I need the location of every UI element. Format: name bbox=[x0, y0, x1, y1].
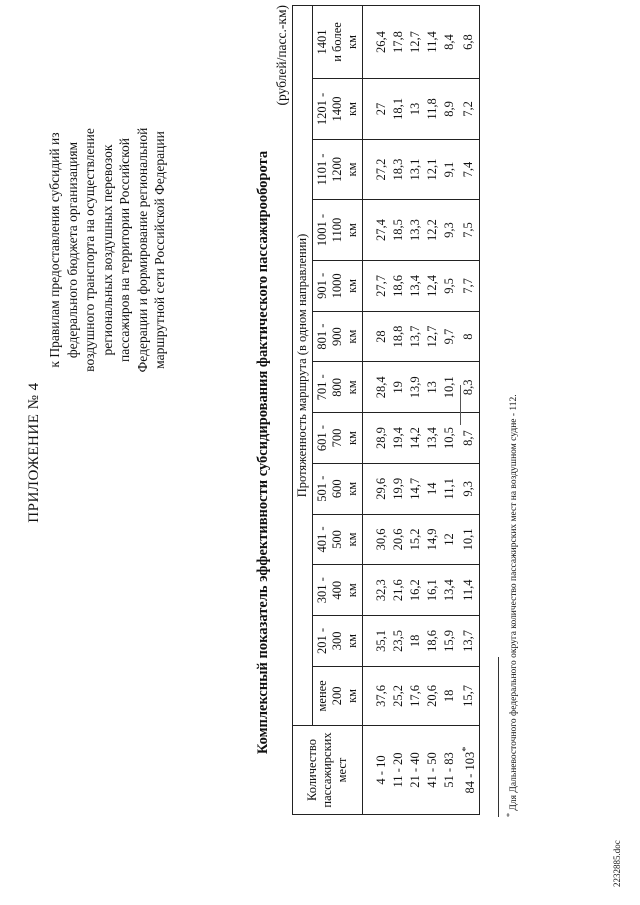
value-cell: 14 bbox=[424, 463, 441, 514]
value-cell: 21,6 bbox=[390, 565, 407, 616]
value-cell: 18 bbox=[407, 616, 424, 667]
distance-columns-row bbox=[313, 6, 363, 815]
value-cell: 29,6 bbox=[363, 463, 391, 514]
seats-cell bbox=[424, 726, 441, 815]
value-cell: 9,3 bbox=[458, 463, 480, 514]
value-cell: 7,7 bbox=[458, 261, 480, 312]
table-row bbox=[458, 6, 480, 815]
value-cell: 14,7 bbox=[407, 463, 424, 514]
value-cell: 12,7 bbox=[424, 311, 441, 362]
distance-header-line: 601 - bbox=[315, 425, 329, 452]
value-cell: 20,6 bbox=[390, 514, 407, 565]
value-cell: 7,5 bbox=[458, 200, 480, 261]
value-cell: 13,7 bbox=[407, 311, 424, 362]
value-cell: 12 bbox=[441, 514, 458, 565]
value-cell: 28,4 bbox=[363, 362, 391, 413]
table-row bbox=[390, 6, 407, 815]
distance-header-line: 901 - bbox=[315, 272, 329, 299]
document-title: Комплексный показатель эффективности субсидирования фактического пассажирооборота bbox=[255, 150, 271, 755]
distance-header-line: 201 - bbox=[315, 627, 329, 654]
distance-header-line: 800 bbox=[330, 377, 344, 397]
value-cell: 12,7 bbox=[407, 6, 424, 79]
value-cell: 14,9 bbox=[424, 514, 441, 565]
value-cell: 9,1 bbox=[441, 139, 458, 199]
distance-header-line: 300 bbox=[330, 631, 344, 651]
distance-header-line: км bbox=[345, 431, 359, 446]
subtitle-line: воздушного транспорта на осуществление bbox=[82, 128, 97, 372]
appendix-subtitle bbox=[46, 0, 169, 520]
distance-header-line: км bbox=[345, 223, 359, 238]
distance-header-line: 1401 bbox=[315, 29, 329, 55]
value-cell: 15,7 bbox=[458, 666, 480, 725]
value-cell: 30,6 bbox=[363, 514, 391, 565]
value-cell: 32,3 bbox=[363, 565, 391, 616]
value-cell: 17,8 bbox=[390, 6, 407, 79]
value-cell: 35,1 bbox=[363, 616, 391, 667]
table-row bbox=[363, 6, 391, 815]
distance-header-line: км bbox=[345, 162, 359, 177]
value-cell: 27,4 bbox=[363, 200, 391, 261]
divider bbox=[460, 385, 461, 425]
value-cell: 20,6 bbox=[424, 666, 441, 725]
value-cell: 13,4 bbox=[424, 413, 441, 464]
subtitle-line: маршрутной сети Российской Федерации bbox=[152, 131, 167, 369]
value-cell: 10,1 bbox=[458, 514, 480, 565]
appendix-title: ПРИЛОЖЕНИЕ № 4 bbox=[26, 382, 42, 523]
distance-header-line: км bbox=[345, 278, 359, 293]
value-cell: 9,3 bbox=[441, 200, 458, 261]
value-cell: 8,9 bbox=[441, 78, 458, 139]
distance-header-line: 501 - bbox=[315, 475, 329, 502]
seats-footnote-mark: * bbox=[461, 746, 472, 752]
seats-range: 84 - 103 bbox=[463, 751, 478, 794]
footnote-mark: * bbox=[505, 813, 514, 817]
table-row bbox=[407, 6, 424, 815]
value-cell: 13,3 bbox=[407, 200, 424, 261]
value-cell: 18,5 bbox=[390, 200, 407, 261]
value-cell: 13,9 bbox=[407, 362, 424, 413]
distance-column-header bbox=[313, 565, 363, 616]
distance-header-line: 1100 bbox=[330, 217, 344, 243]
seats-cell bbox=[458, 726, 480, 815]
subtitle-line: региональных воздушных перевозок bbox=[99, 144, 115, 356]
route-length-header: Протяженность маршрута (в одном направлении) bbox=[293, 6, 313, 726]
seats-range: 11 - 20 bbox=[391, 752, 405, 788]
distance-header-line: и более bbox=[330, 22, 344, 62]
seats-range: 21 - 40 bbox=[408, 752, 422, 788]
value-cell: 7,2 bbox=[458, 78, 480, 139]
value-cell: 8 bbox=[458, 311, 480, 362]
distance-header-line: км bbox=[345, 688, 359, 703]
distance-header-line: 1101 - bbox=[315, 153, 329, 186]
value-cell: 18,1 bbox=[390, 78, 407, 139]
distance-header-line: 1200 bbox=[330, 157, 344, 183]
distance-header-line: 301 - bbox=[315, 577, 329, 604]
distance-header-line: км bbox=[345, 35, 359, 49]
value-cell: 18,6 bbox=[390, 261, 407, 312]
subsidy-table bbox=[292, 5, 480, 815]
subtitle-line: Федерации и формирование региональной bbox=[134, 127, 150, 373]
subtitle-line: федерального бюджета организациям bbox=[64, 141, 80, 359]
value-cell: 11,4 bbox=[424, 6, 441, 79]
value-cell: 8,7 bbox=[458, 413, 480, 464]
value-cell: 13 bbox=[407, 78, 424, 139]
distance-header-line: км bbox=[345, 380, 359, 395]
value-cell: 18,6 bbox=[424, 616, 441, 667]
distance-column-header bbox=[313, 463, 363, 514]
distance-header-line: км bbox=[345, 633, 359, 648]
distance-header-line: км bbox=[345, 101, 359, 116]
seats-cell bbox=[407, 726, 424, 815]
distance-header-line: 600 bbox=[330, 479, 344, 499]
value-cell: 19,9 bbox=[390, 463, 407, 514]
distance-column-header bbox=[313, 514, 363, 565]
value-cell: 25,2 bbox=[390, 666, 407, 725]
distance-header-line: км bbox=[345, 481, 359, 496]
seats-cell bbox=[390, 726, 407, 815]
value-cell: 18,8 bbox=[390, 311, 407, 362]
distance-column-header bbox=[313, 6, 363, 79]
value-cell: 19 bbox=[390, 362, 407, 413]
value-cell: 16,1 bbox=[424, 565, 441, 616]
distance-column-header bbox=[313, 616, 363, 667]
document-reference: 2232885.doc bbox=[612, 840, 622, 887]
value-cell: 8,4 bbox=[441, 6, 458, 79]
distance-header-line: 500 bbox=[330, 530, 344, 549]
distance-header-line: 900 bbox=[330, 327, 344, 346]
distance-column-header bbox=[313, 666, 363, 725]
value-cell: 11,8 bbox=[424, 78, 441, 139]
distance-header-line: 701 - bbox=[315, 374, 329, 401]
seats-range: 41 - 50 bbox=[425, 752, 439, 788]
value-cell: 7,4 bbox=[458, 139, 480, 199]
value-cell: 13,1 bbox=[407, 139, 424, 199]
seats-range: 51 - 83 bbox=[442, 752, 456, 788]
value-cell: 13,4 bbox=[407, 261, 424, 312]
distance-header-line: 700 bbox=[330, 428, 344, 448]
value-cell: 10,5 bbox=[441, 413, 458, 464]
seats-range: 4 - 10 bbox=[374, 755, 388, 785]
value-cell: 10,1 bbox=[441, 362, 458, 413]
distance-column-header bbox=[313, 413, 363, 464]
value-cell: 26,4 bbox=[363, 6, 391, 79]
seats-cell bbox=[441, 726, 458, 815]
units-label: (рублей/пасс.-км) bbox=[274, 5, 289, 106]
value-cell: 23,5 bbox=[390, 616, 407, 667]
value-cell: 11,1 bbox=[441, 463, 458, 514]
value-cell: 27 bbox=[363, 78, 391, 139]
value-cell: 12,1 bbox=[424, 139, 441, 199]
distance-column-header bbox=[313, 261, 363, 312]
table-row bbox=[441, 6, 458, 815]
subsidy-table-wrap bbox=[292, 5, 480, 815]
distance-column-header bbox=[313, 78, 363, 139]
value-cell: 13,4 bbox=[441, 565, 458, 616]
subtitle-line: к Правилам предоставления субсидий из bbox=[47, 132, 62, 368]
value-cell: 17,6 bbox=[407, 666, 424, 725]
value-cell: 27,7 bbox=[363, 261, 391, 312]
value-cell: 9,5 bbox=[441, 261, 458, 312]
distance-header-line: 1400 bbox=[330, 96, 344, 122]
distance-column-header bbox=[313, 139, 363, 199]
distance-header-line: км bbox=[345, 583, 359, 598]
subtitle-line: пассажиров на территории Российской bbox=[117, 138, 132, 362]
value-cell: 11,4 bbox=[458, 565, 480, 616]
value-cell: 13,7 bbox=[458, 616, 480, 667]
distance-header-line: км bbox=[345, 329, 359, 344]
value-cell: 8,3 bbox=[458, 362, 480, 413]
value-cell: 12,2 bbox=[424, 200, 441, 261]
value-cell: 18,3 bbox=[390, 139, 407, 199]
value-cell: 15,2 bbox=[407, 514, 424, 565]
distance-header-line: 1000 bbox=[330, 273, 344, 299]
value-cell: 37,6 bbox=[363, 666, 391, 725]
distance-header-line: 400 bbox=[330, 580, 344, 600]
value-cell: 16,2 bbox=[407, 565, 424, 616]
value-cell: 18 bbox=[441, 666, 458, 725]
footnote-text: Для Дальневосточного федерального округа количество пассажирских мест на воздушном судне - 112. bbox=[509, 394, 520, 811]
distance-header-line: 200 bbox=[330, 686, 344, 706]
table-body bbox=[363, 6, 480, 815]
distance-header-line: км bbox=[345, 532, 359, 547]
value-cell: 12,4 bbox=[424, 261, 441, 312]
value-cell: 27,2 bbox=[363, 139, 391, 199]
value-cell: 6,8 bbox=[458, 6, 480, 79]
value-cell: 15,9 bbox=[441, 616, 458, 667]
distance-column-header bbox=[313, 200, 363, 261]
distance-header-line: 1001 - bbox=[315, 213, 329, 247]
value-cell: 19,4 bbox=[390, 413, 407, 464]
seats-header: Количество пассажирских мест bbox=[293, 726, 363, 815]
seats-cell bbox=[363, 726, 391, 815]
distance-column-header bbox=[313, 311, 363, 362]
value-cell: 9,7 bbox=[441, 311, 458, 362]
value-cell: 14,2 bbox=[407, 413, 424, 464]
distance-header-line: менее bbox=[315, 680, 329, 712]
footnote bbox=[505, 117, 519, 817]
value-cell: 28,9 bbox=[363, 413, 391, 464]
distance-header-line: 401 - bbox=[315, 526, 329, 553]
distance-header-line: 1201 - bbox=[315, 92, 329, 126]
table-row bbox=[424, 6, 441, 815]
distance-header-line: 801 - bbox=[315, 323, 329, 350]
footnote-rule bbox=[498, 657, 499, 817]
value-cell: 28 bbox=[363, 311, 391, 362]
distance-column-header bbox=[313, 362, 363, 413]
value-cell: 13 bbox=[424, 362, 441, 413]
